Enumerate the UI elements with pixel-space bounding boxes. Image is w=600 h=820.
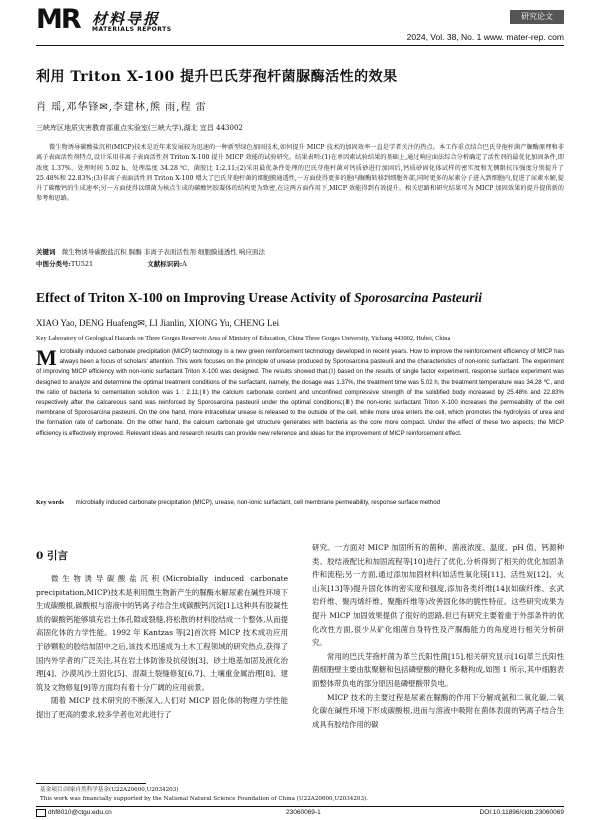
authors-en: XIAO Yao, DENG Huafeng✉, LI Jianlin, XIONG Yu, CHENG Lei [36,318,280,328]
keywords-en [36,498,564,508]
body-column-left [36,572,288,722]
title-en-main: Effect of Triton X-100 on Improving Urease Activity of [36,290,355,305]
issue-line: 2024, Vol. 38, No. 1 www. mater-rep. com [406,32,564,42]
affiliation-en: Key Laboratory of Geological Hazards on Three Gorges Reservoir Area of Ministry of Education, China Three Gorges University, Yichang 443002, Hubei, China [36,335,451,342]
journal-name-cn: 材料导报 [92,10,161,28]
funding-cn: 基金项目:国家自然科学基金(U22A20600,U2034203) [40,787,179,793]
keywords-en-label: Key words [36,500,64,506]
body-paragraph: MICP 技术的主要过程是尿素在脲酶的作用下分解成氨和二氧化碳,二氧化碳在碱性环境下形成碳酸根,进而与溶液中吸附在菌体表面的钙离子结合生成具有胶结作用的碳 [312,692,564,729]
journal-name-en: MATERIALS REPORTS [92,26,172,33]
clc-value: TU521 [70,260,94,268]
doi-link[interactable]: DOI:10.11896/cldb.23060069 [479,809,564,816]
footnote-divider [36,783,146,784]
keywords-cn [36,247,265,256]
footer-divider [36,806,564,807]
keywords-cn-label: 关键词 [36,248,56,256]
journal-logo [36,6,246,36]
abstract-dropcap: M [36,345,57,370]
abstract-en-text: icrobially induced carbonate precipitation (MICP) technology is a new green reinforcement technology developed in recent years. How to improve the reinforcement efficiency of MICP has always been a focus of scholars' attention. This work focuses on the principle of urease produced by Sporosarcina pasteurii and the characteristics of non-ionic surfactant. The experiment of improving MICP efficiency with non-ionic surfactant Triton X-100 was designed. The results showed that:(Ⅰ) based on the results of single factor experiment, response surface experiment was designed to analyze and determine the optimal treatment conditions of the surfactant, namely, the dosage was 1.37%, the treatment time was 5.02 h, the treatment temperature was 34.28 ℃, and the ratio of bacteria to cementation solution was 1 : 2.11;(Ⅱ) the calcium carbonate content and unconfined compressive strength of the solidified body increased by 25.48% and 22.83% respectively after the calcareous sand was reinforced by Sporosarcina pasteurii under the optimal conditions;(Ⅲ) the non-ionic surfactant Triton X-100 increases the permeability of the cell membrane of Sporosarcina pasteurii. On the one hand, more intracellular urease is released to the outside of the cell, while more urea enters the cell, which promotes the hydrolysis of urea and the formation rate of carbonate. On the other hand, the calcium carbonate gel structure generates with bacteria as the core more compact. Under the effect of these two aspects, the MICP efficiency is effectively improved. Relevant ideas and research results can provide new reference and ideas for the improvement of MICP reinforcement effect. [36,348,564,437]
header-divider [36,45,564,46]
funding-footnote [40,786,368,804]
page-code: 23060069-1 [286,809,321,816]
column-badge: 研究论文 [510,10,564,24]
mail-icon [36,809,46,817]
keywords-cn-text: 微生物诱导碳酸盐沉积 脲酶 非离子表面活性剂 细胞膜通透性 响应面法 [61,248,265,256]
journal-logo-mark: MR [36,4,80,35]
title-en [36,290,482,306]
keywords-en-text: microbially induced carbonate precipitation (MICP), urease, non-ionic surfactant, cell membrane permeability, response surface method [75,499,440,506]
body-paragraph: 常用的巴氏芽孢杆菌为革兰氏阳性菌[15],相关研究显示[16]革兰氏阳性菌细胞壁主要由肽聚糖和包括磷壁酸的糖化多糖构成,如图 1 所示,其中细胞表面整体带负电的部分原因是磷壁酸带负电。 [312,651,564,688]
corresponding-email[interactable]: dhf8010@ctgu.edu.cn [48,809,112,816]
authors-cn: 肖 瑶,邓华锋✉,李建林,熊 雨,程 雷 [36,102,207,113]
body-column-right [312,541,564,731]
body-paragraph: 微生物诱导碳酸盐沉积(Microbially induced carbonate precipitation,MICP)技术是利用微生物新产生的脲酶水解尿素在碱性环境下生成碳酸根,碳酸根与溶液中的钙离子结合生成碳酸钙沉淀[1],这种具有胶凝性质的碳酸钙能够填充岩土体孔隙或裂缝,将松散的材料胶结成一个整体,从而提高固化体的力学性能。1992 年 Kantzas 等[2]首次将 MICP 技术成功应用于砂颗粒的胶结加固中之后,该技术迅速成为土木工程领域的研究热点,获得了国内外学者的广泛关注,其在岩土体防渗及抗侵蚀[3]、砂土地基加固及液化治理[4]、沙漠风沙土固化[5]、混凝土裂缝修复[6,7]、土壤重金属治理[8]、建筑及文物修复[9]等方面均有着十分广阔的应用前景。 [36,574,288,692]
title-cn: 利用 Triton X-100 提升巴氏芽孢杆菌脲酶活性的效果 [36,69,398,85]
section-heading-intro: 0 引言 [36,550,68,562]
clc-label: 中图分类号: [36,260,71,268]
affiliation-cn: 三峡库区地质灾害教育部重点实验室(三峡大学),湖北 宜昌 443002 [36,124,243,132]
funding-en: This work was financially supported by the National Natural Science Foundation of China (U22A20600,U2034203). [40,796,368,802]
classification-line [36,259,239,268]
abstract-en [36,347,564,439]
doc-code-value: A [182,260,187,268]
body-paragraph: 研究。一方面对 MICP 加固所有的菌种、菌液浓度、温度、pH 值、钙源种类、胶结液配比和加固流程等[10]进行了优化,分析得到了相关的优化加固条件和流程;另一方面,通过添加加固材料(如活性氧化镁[11]、活性炭[12]、火山灰[13]等)提升固化体的密实度和强度,添加各类纤维[14](如碳纤维、玄武岩纤维、聚丙烯纤维、聚酯纤维等)改善固化体的脆性特征。这些研究成果为提升 MICP 加固效果提供了很好的思路,但已有研究主要着重于外部条件的优化改性方面,很少从矿化细菌自身特性及产脲酶能力的角度进行相关分析研究。 [312,543,564,648]
title-en-species: Sporosarcina Pasteurii [354,290,482,305]
body-paragraph: 随着 MICP 技术研究的不断深入,人们对 MICP 固化体的物理力学性能提出了更高的要求,较多学者也对此进行了 [36,696,288,719]
abstract-cn: 微生物诱导碳酸盐沉积(MICP)技术是近年来发展较为迅速的一种新型绿色加固技术,如何提升 MICP 技术的加固效率一直是学者关注的热点。本工作重点结合巴氏芽孢杆菌产脲酶原理和非离子表面活性剂特点,设计采用非离子表面活性剂 Triton X-100 提升 MICP 效能的试验研究。结果表明:(1)在单因素试验结果的基础上,通过响应面法综合分析确定了活性剂的最优化加固条件,即浓度 1.37%、处理时间 5.02 h、处理温度 34.28 ℃、菌胶比 1:2.11;(2)采用最优条件处理的巴氏芽孢杆菌对钙质砂进行加固后,钙质砂固化体试样的密实度和无侧限抗压强度分别提升了 25.48%和 22.83%;(3)非离子表面活性剂 Triton X-100 增大了巴氏芽孢杆菌的细胞膜通透性,一方面使得更多的胞内脲酶转移到细胞外部,同时更多的尿素分子进入到细胞内,促进了尿素水解,提升了碳酸钙的生成速率;另一方面使得以细菌为核点生成的碳酸钙胶凝体的结构更为致密,在这两方面作用下,MICP 效能得到有效提升。相关思路和研究结果可为 MICP 加固效果的提升提供新的参考和思路。 [36,144,564,203]
doc-code-label: 文献标识码: [147,260,183,268]
